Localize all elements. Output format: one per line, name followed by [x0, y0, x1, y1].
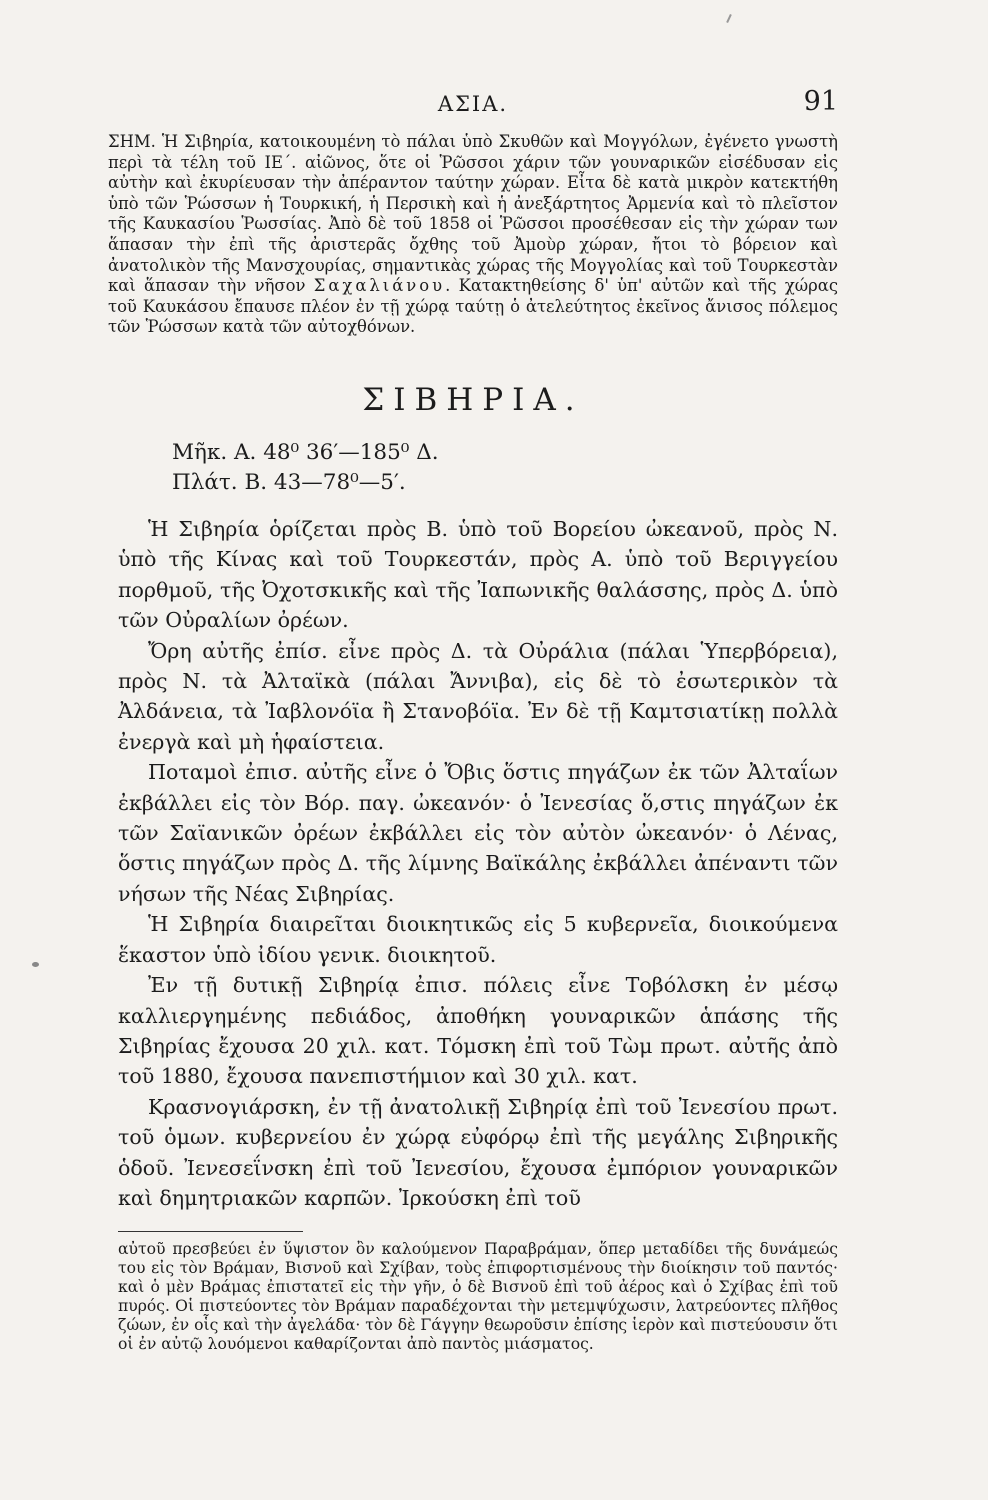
section-title: ΣΙΒΗΡΙΑ. — [362, 382, 584, 418]
note-island-name: Σαχαλιάνου — [313, 276, 446, 296]
note-text-start: ΣΗΜ. Ἡ Σιβηρία, κατοικουμένη τὸ πάλαι ὑπὸ Σκυθῶν καὶ Μογγόλων, ἐγένετο γνωστὴ περὶ τὰ τέλη τοῦ ΙΕ΄. αἰῶνος, ὅτε οἱ Ῥῶσσοι χάριν τῶν γουναρικῶν εἰσέδυσαν εἰς αὐτὴν καὶ ἐκυρίευσαν τὴν ἀπέραντον ταύτην χώραν. Εἶτα δὲ κατὰ μικρὸν κατεκτήθη ὑπὸ τῶν Ῥώσσων ἡ Τουρκική, ἡ Περσικὴ καὶ ἡ ἀνεξάρτητος Ἀρμενία καὶ τὸ πλεῖστον τῆς Καυκασίου Ῥωσσίας. Ἀπὸ δὲ τοῦ 1858 οἱ Ῥῶσσοι προσέθεσαν εἰς τὴν χώραν των ἅπασαν τὴν ἐπὶ τῆς ἀριστερᾶς ὄχθης τοῦ Ἀμοὺρ χώραν, ἤτοι τὸ βόρειον καὶ ἀνατολικὸν τῆς Μανσχουρίας, σημαντικὰς χώρας τῆς Μογγολίας καὶ τοῦ Τουρκεστὰν καὶ ἅπασαν τὴν νῆσον — [108, 132, 838, 296]
pencil-mark — [726, 14, 732, 23]
historical-note — [108, 132, 838, 338]
page-number: 91 — [803, 86, 838, 117]
longitude-line: Μῆκ. Α. 48⁰ 36′—185⁰ Δ. — [172, 440, 439, 465]
footnote — [118, 1240, 838, 1354]
paragraph-east-cities: Κρασνογιάρσκη, ἐν τῇ ἀνατολικῇ Σιβηρίᾳ ἐπὶ τοῦ Ἰενεσίου πρωτ. τοῦ ὁμων. κυβερνείου ἐν χώρᾳ εὐφόρῳ ἐπὶ τῆς μεγάλης Σιβηρικῆς ὁδοῦ. Ἰενεσεΐνσκη ἐπὶ τοῦ Ἰενεσίου, ἔχουσα ἐμπόριον γουναρικῶν καὶ δημητριακῶν καρπῶν. Ἰρκούσκη ἐπὶ τοῦ — [118, 1094, 838, 1210]
paragraph-borders: Ἡ Σιβηρία ὁρίζεται πρὸς Β. ὑπὸ τοῦ Βορείου ὠκεανοῦ, πρὸς Ν. ὑπὸ τῆς Κίνας καὶ τοῦ Τουρκεστάν, πρὸς Α. ὑπὸ τοῦ Βεριγγείου πορθμοῦ, τῆς Ὀχοτσκικῆς καὶ τῆς Ἰαπωνικῆς θαλάσσης, πρὸς Δ. ὑπὸ τῶν Οὐραλίων ὀρέων. — [118, 517, 838, 633]
paragraph-west-cities: Ἐν τῇ δυτικῇ Σιβηρίᾳ ἐπισ. πόλεις εἶνε Τοβόλσκη ἐν μέσῳ καλλιεργημένης πεδιάδος, ἀποθήκη γουναρικῶν ἁπάσης τῆς Σιβηρίας ἔχουσα 20 χιλ. κατ. Τόμσκη ἐπὶ τοῦ Τὼμ πρωτ. αὐτῆς ἀπὸ τοῦ 1880, ἔχουσα πανεπιστήμιον καὶ 30 χιλ. κατ. — [118, 973, 838, 1089]
latitude-line: Πλάτ. Β. 43—78⁰—5′. — [172, 470, 406, 495]
body-text — [118, 514, 838, 1213]
paragraph-mountains: Ὄρη αὐτῆς ἐπίσ. εἶνε πρὸς Δ. τὰ Οὐράλια (πάλαι Ὑπερβόρεια), πρὸς Ν. τὰ Ἀλταϊκὰ (πάλαι Ἄννιβα), εἰς δὲ τὸ ἐσωτερικὸν τὰ Ἀλδάνεια, τὰ Ἰαβλονόϊα ἢ Στανοβόϊα. Ἐν δὲ τῇ Καμτσιατίκῃ πολλὰ ἐνεργὰ καὶ μὴ ἡφαίστεια. — [118, 638, 838, 754]
running-head — [108, 86, 838, 126]
footnote-text: αὐτοῦ πρεσβεύει ἐν ὕψιστον ὂν καλούμενον Παραβράμαν, ὅπερ μεταδίδει τῆς δυνάμεώς του εἰς τὸν Βράμαν, Βισνοῦ καὶ Σχίβαν, τοὺς ἐπιφορτισμένους τὴν διοίκησιν τοῦ παντός· καὶ ὁ μὲν Βράμας ἐπιστατεῖ εἰς τὴν γῆν, ὁ δὲ Βισνοῦ ἐπὶ τοῦ ἀέρος καὶ ὁ Σχίβας ἐπὶ τοῦ πυρός. Οἱ πιστεύοντες τὸν Βράμαν παραδέχονται τὴν μετεμψύχωσιν, λατρεύοντες πλῆθος ζώων, ἐν οἷς καὶ τὴν ἀγελάδα· τὸν δὲ Γάγγην θεωροῦσιν ἐπίσης ἱερὸν καὶ πιστεύουσιν ὅτι οἱ ἐν αὐτῷ λουόμενοι καθαρίζονται ἀπὸ παντὸς μιάσματος. — [118, 1240, 838, 1353]
paragraph-rivers: Ποταμοὶ ἐπισ. αὐτῆς εἶνε ὁ Ὄβις ὅστις πηγάζων ἐκ τῶν Ἀλταΐων ἐκβάλλει εἰς τὸν Βόρ. παγ. ὠκεανόν· ὁ Ἰενεσίας ὅ,στις πηγάζων ἐκ τῶν Σαϊανικῶν ὀρέων ἐκβάλλει εἰς τὸν αὐτὸν ὠκεανόν· ὁ Λένας, ὅστις πηγάζων πρὸς Δ. τῆς λίμνης Βαϊκάλης ἐκβάλλει ἀπέναντι τῶν νήσων τῆς Νέας Σιβηρίας. — [118, 760, 838, 906]
footnote-rule — [118, 1231, 303, 1232]
coordinates — [172, 438, 439, 498]
paragraph-administration: Ἡ Σιβηρία διαιρεῖται διοικητικῶς εἰς 5 κυβερνεῖα, διοικούμενα ἕκαστον ὑπὸ ἰδίου γενικ. διοικητοῦ. — [118, 912, 838, 967]
ink-spot — [32, 962, 39, 967]
running-title: ΑΣΙΑ. — [437, 92, 509, 116]
note-text-end: . Κατακτηθείσης δ' ὑπ' αὐτῶν καὶ τῆς χώρας τοῦ Καυκάσου ἔπαυσε πλέον ἐν τῇ χώρᾳ ταύτῃ ὁ ἀτελεύτητος ἐκεῖνος ἄνισος πόλεμος τῶν Ῥώσσων κατὰ τῶν αὐτοχθόνων. — [108, 276, 839, 337]
